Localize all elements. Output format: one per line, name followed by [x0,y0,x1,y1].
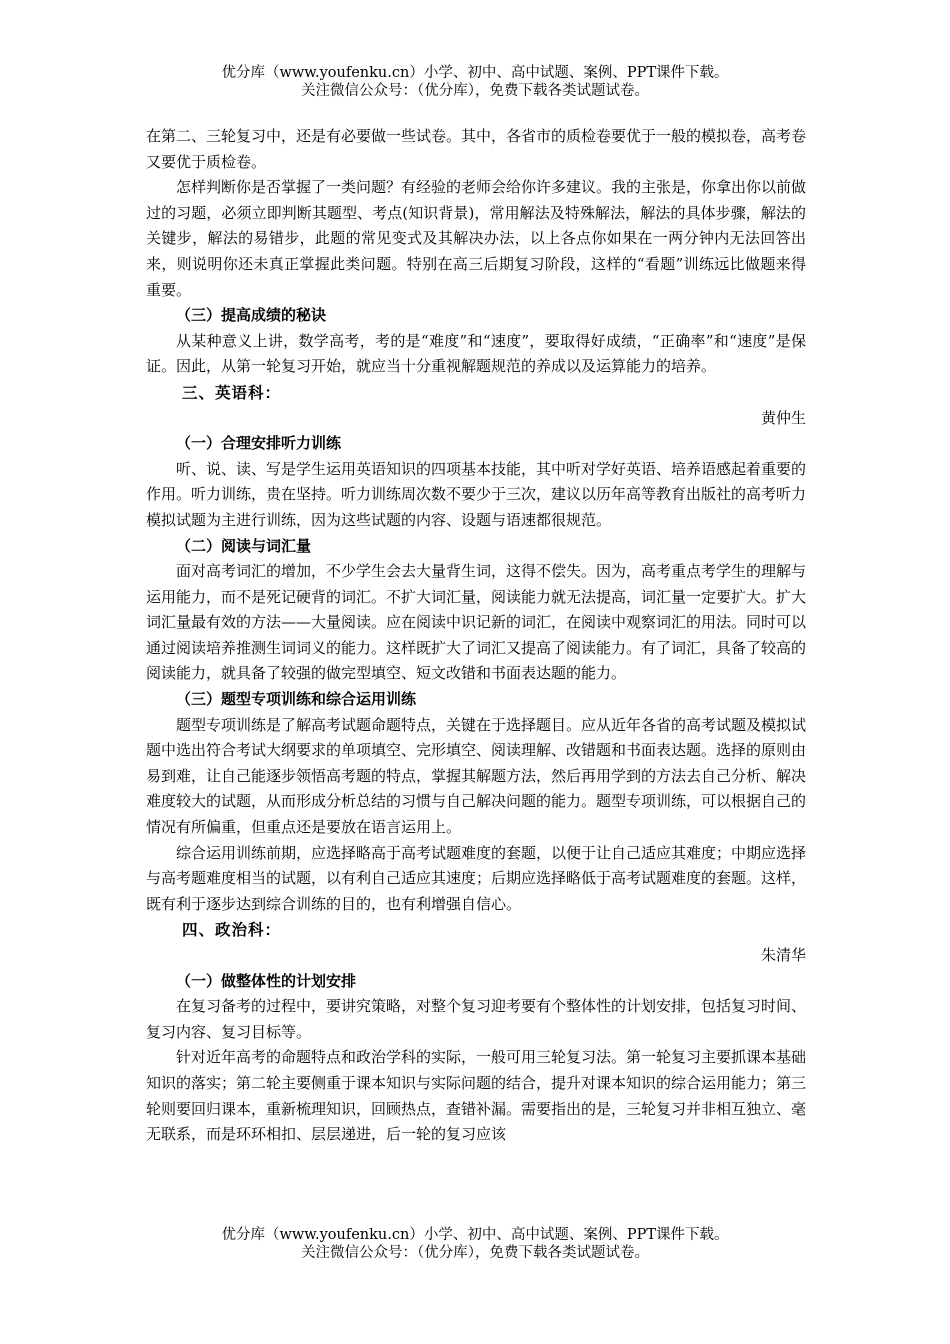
section-heading-english: 三、英语科： [182,382,282,402]
paragraph: 从某种意义上讲，数学高考，考的是“难度”和“速度”，要取得好成绩，“正确率”和“速度”是保证。因此，从第一轮复习开始，就应当十分重视解题规范的养成以及运算能力的培养。 [146,331,806,376]
subheading: （二）阅读与词汇量 [176,536,312,555]
footer-line-2: 关注微信公众号：（优分库），免费下载各类试题试卷。 [301,1245,649,1261]
page-footer [0,1226,950,1262]
subheading: （三）题型专项训练和综合运用训练 [176,690,417,709]
document-body [146,124,806,1148]
page-header [0,64,950,100]
paragraph: 题型专项训练是了解高考试题命题特点，关键在于选择题目。应从近年各省的高考试题及模拟试题中选出符合考试大纲要求的单项填空、完形填空、阅读理解、改错题和书面表达题。选择的原则由易到难，让自己能逐步领悟高考题的特点，掌握其解题方法，然后再用学到的方法去自己分析、解决难度较大的试题，从而形成分析总结的习惯与自己解决问题的能力。题型专项训练，可以根据自己的情况有所偏重，但重点还是要放在语言运用上。 [146,715,807,837]
paragraph: 综合运用训练前期，应选择略高于高考试题难度的套题，以便于让自己适应其难度；中期应选择与高考题难度相当的试题，以有利自己适应其速度；后期应选择略低于高考试题难度的套题。这样，既有利于逐步达到综合训练的目的，也有利增强自信心。 [146,843,807,913]
footer-line-1: 优分库（www.youfenku.cn）小学、初中、高中试题、案例、PPT课件下载。 [221,1227,729,1243]
paragraph: 针对近年高考的命题特点和政治学科的实际，一般可用三轮复习法。第一轮复习主要抓课本基础知识的落实；第二轮主要侧重于课本知识与实际问题的结合，提升对课本知识的综合运用能力；第三轮则要回归课本，重新梳理知识，回顾热点，查错补漏。需要指出的是，三轮复习并非相互独立、毫无联系，而是环环相扣、层层递进，后一轮的复习应该 [146,1048,807,1144]
subheading: （三）提高成绩的秘诀 [176,306,327,325]
header-line-1: 优分库（www.youfenku.cn）小学、初中、高中试题、案例、PPT课件下载。 [221,65,729,81]
paragraph: 面对高考词汇的增加，不少学生会去大量背生词，这得不偿失。因为，高考重点考学生的理解与运用能力，而不是死记硬背的词汇。不扩大词汇量，阅读能力就无法提高，词汇量一定要扩大。扩大词汇量最有效的方法——大量阅读。应在阅读中识记新的词汇，在阅读中观察词汇的用法。同时可以通过阅读培养推测生词词义的能力。这样既扩大了词汇又提高了阅读能力。有了词汇，具备了较高的阅读能力，就具备了较强的做完型填空、短文改错和书面表达题的能力。 [146,562,807,683]
paragraph: 怎样判断你是否掌握了一类问题？有经验的老师会给你许多建议。我的主张是，你拿出你以前做过的习题，必须立即判断其题型、考点(知识背景)，常用解法及特殊解法，解法的具体步骤，解法的关键步，解法的易错步，此题的常见变式及其解决办法，以上各点你如果在一两分钟内无法回答出来，则说明你还未真正掌握此类问题。特别在高三后期复习阶段，这样的“看题”训练远比做题来得重要。 [146,178,807,299]
section-heading-politics: 四、政治科： [182,920,282,940]
author-name: 朱清华 [760,946,806,964]
paragraph: 听、说、读、写是学生运用英语知识的四项基本技能，其中听对学好英语、培养语感起着重要的作用。听力训练，贵在坚持。听力训练周次数不要少于三次，建议以历年高等教育出版社的高考听力模拟试题为主进行训练，因为这些试题的内容、设题与语速都很规范。 [146,459,807,529]
paragraph: 在第二、三轮复习中，还是有必要做一些试卷。其中，各省市的质检卷要优于一般的模拟卷，高考卷又要优于质检卷。 [146,127,807,171]
subheading: （一）做整体性的计划安排 [176,971,357,990]
paragraph: 在复习备考的过程中，要讲究策略，对整个复习迎考要有个整体性的计划安排，包括复习时间、复习内容、复习目标等。 [146,997,807,1041]
author-name: 黄仲生 [760,408,806,427]
subheading: （一）合理安排听力训练 [176,434,342,453]
header-line-2: 关注微信公众号：（优分库），免费下载各类试题试卷。 [301,83,649,99]
